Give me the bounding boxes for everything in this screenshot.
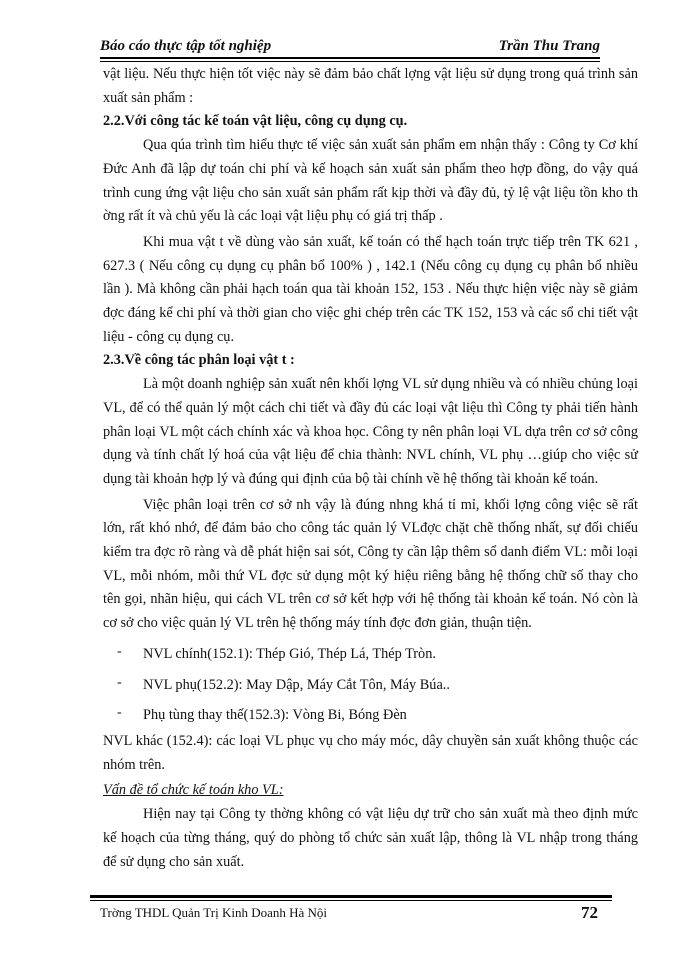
footer-school-name: Trờng THDL Quản Trị Kinh Doanh Hà Nội <box>100 905 328 920</box>
footer-rule-thin <box>90 900 612 901</box>
list-item <box>103 704 638 728</box>
page-number: 72 <box>581 903 598 922</box>
section-heading-2-2: 2.2.Với công tác kế toán vật liệu, công cụ dụng cụ. <box>103 113 408 130</box>
bullet-dash: - <box>117 643 122 659</box>
bullet-dash: - <box>117 705 122 721</box>
page-body <box>103 63 638 874</box>
list-item-text: Phụ tùng thay thế(152.3): Vòng Bi, Bóng Đèn <box>143 707 407 724</box>
paragraph-continuation: vật liệu. Nếu thực hiện tốt việc này sẽ đảm bảo chất lợng vật liệu sử dụng trong quá trình sản xuất sản phẩm : <box>103 66 638 106</box>
header-rule-thin <box>100 61 600 62</box>
subheading-note: Vấn đề tổ chức kế toán kho VL: <box>103 782 284 799</box>
bullet-dash: - <box>117 674 122 690</box>
header-author: Trần Thu Trang <box>498 38 600 54</box>
header-rule <box>100 57 600 59</box>
paragraph: Là một doanh nghiệp sản xuất nên khối lợng VL sử dụng nhiều và có nhiều chủng loại VL, để có thể quản lý một cách chi tiết và đầy đủ các loại vật liệu thì Công ty phải tiến hành phân loại VL một cách chính xác và khoa học. Công ty nên phân loại VL dựa trên cơ sở công dụng và tính chất lý hoá của vật liệu để chia thành: NVL chính, VL phụ …giúp cho việc sử dụng tài khoản hợp lý và đúng qui định của bộ tài chính về hệ thống tài khoản kế toán. <box>103 376 638 487</box>
paragraph: Khi mua vật t về dùng vào sản xuất, kế toán có thể hạch toán trực tiếp trên TK 621 , 627.3 ( Nếu công cụ dụng cụ phân bổ 100% ) , 142.1 (Nếu công cụ dụng cụ phân bổ nhiều lần ). Mà không cần phải hạch toán qua tài khoản 152, 153 . Nếu thực hiện việc này sẽ giảm đợc đáng kể chi phí và thời gian cho việc ghi chép trên các TK 152, 153 và các sổ chi tiết vật liệu - công cụ dụng cụ. <box>103 233 638 345</box>
section-heading-2-3: 2.3.Về công tác phân loại vật t : <box>103 352 295 369</box>
paragraph: Qua qúa trình tìm hiểu thực tế việc sản xuất sản phẩm em nhận thấy : Công ty Cơ khí Đức Anh đã lập dự toán chi phí và kế hoạch sản xuất sản phẩm theo hợp đồng, do vậy quá trình cung ứng vật liệu cho sản xuất sản phẩm rất kịp thời và đầy đủ, tỷ lệ vật liệu tồn kho th ờng rất ít và chủ yếu là các loại vật liệu phụ có giá trị thấp . <box>103 137 638 225</box>
list-item-text: NVL chính(152.1): Thép Gió, Thép Lá, Thép Tròn. <box>143 645 436 662</box>
page-header <box>100 38 600 58</box>
paragraph: NVL khác (152.4): các loại VL phục vụ cho máy móc, dây chuyền sản xuất không thuộc các nhóm trên. <box>103 732 638 773</box>
list-item-text: NVL phụ(152.2): May Dập, Máy Cắt Tôn, Máy Búa.. <box>143 676 450 693</box>
paragraph: Việc phân loại trên cơ sở nh vậy là đúng nhng khá tỉ mỉ, khối lợng công việc sẽ rất lớn, rất khó nhớ, để đảm bảo cho công tác quản lý VLđợc chặt chẽ thống nhất, sự đối chiếu kiểm tra đợc rõ ràng và dễ phát hiện sai sót, Công ty cần lập thêm sổ danh điểm VL: mỗi loại VL, mỗi nhóm, mỗi thứ VL đợc sử dụng một ký hiệu riêng bằng hệ thống chữ số thay cho tên gọi, nhãn hiệu, qui cách VL trên cơ sở kết hợp với hệ thống tài khoản kế toán. Nó còn là cơ sở cho việc quản lý VL trên hệ thống máy tính đợc đơn giản, thuận tiện. <box>103 496 638 632</box>
paragraph: Hiện nay tại Công ty thờng không có vật liệu dự trữ cho sản xuất mà theo định mức kế hoạch của từng tháng, quý do phòng tổ chức sản xuất lập, thông là VL nhập trong tháng để sử dụng cho sản xuất. <box>103 806 638 870</box>
list-item <box>103 643 638 667</box>
header-report-title: Báo cáo thực tập tốt nghiệp <box>100 38 272 54</box>
footer-rule <box>90 895 612 898</box>
list-item <box>103 674 638 698</box>
